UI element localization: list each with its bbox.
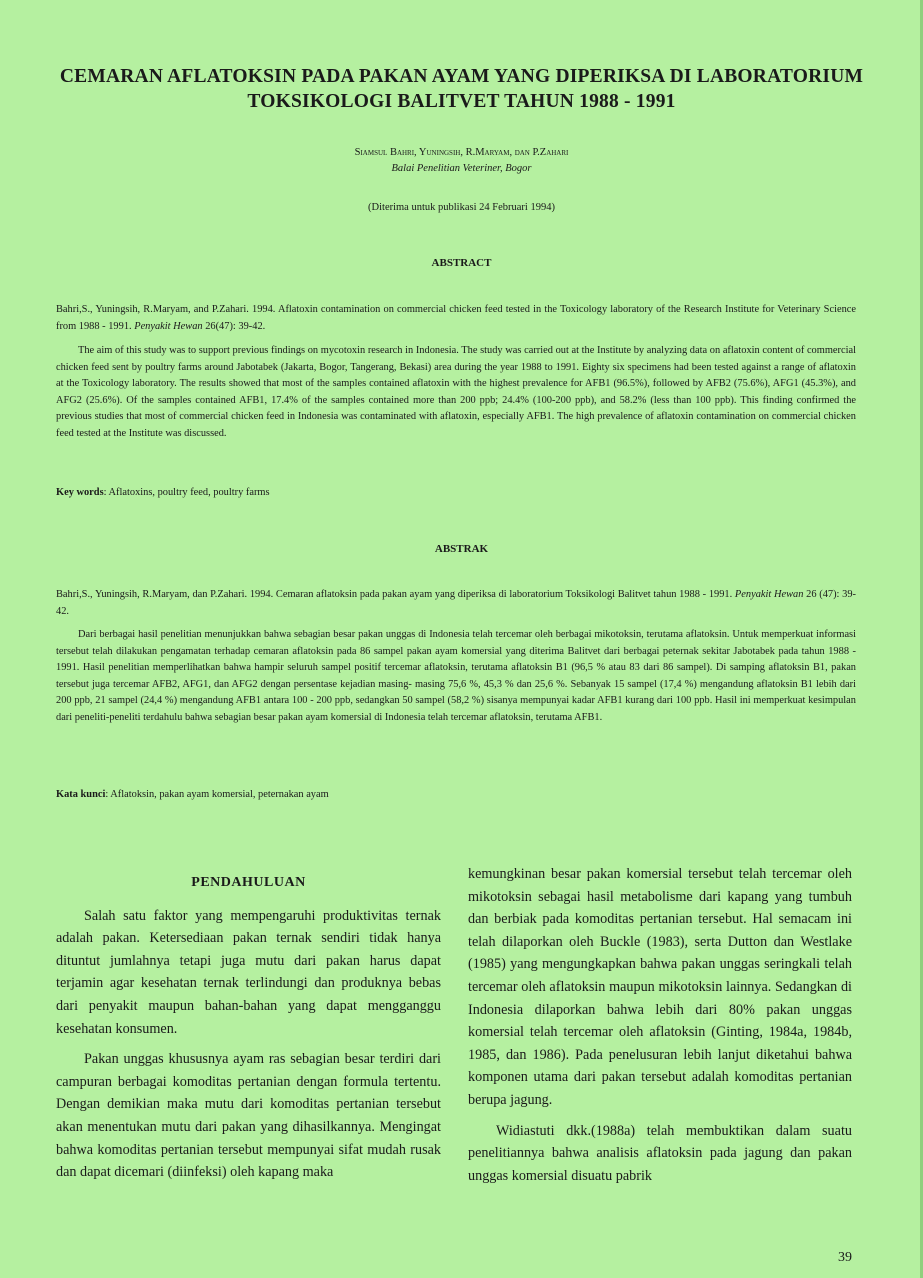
intro-heading: PENDAHULUAN (191, 875, 306, 890)
abstrak-citation (56, 587, 856, 620)
abstract-keywords-label: Key words (56, 487, 104, 498)
abstrak-keywords (56, 787, 856, 804)
abstract-body: The aim of this study was to support previous findings on mycotoxin research in Indonesia. The study was carried out at the Institute by analyzing data on aflatoxin content of commercial chicken feed sent by poultry farms around Jabotabek (Jakarta, Bogor, Tangerang, Bekasi) area during the year 1988 to 1991. Eighty six specimens had been tested against a range of aflatoxin at the Toxicology laboratory. The results showed that most of the samples contained aflatoxin with the highest prevalence for AFB1 (96.5%), followed by AFB2 (75.6%), AFG1 (45.3%), and AFG2 (25.6%). Of the samples contained AFB1, 17.4% of the samples contained more than 200 ppb; 24.4% (100-200 ppb), and 58.2% (less than 100 ppb). This finding confirmed the previous studies that most of commercial chicken feed in Indonesia was contaminated with aflatoxin, especially AFB1. The high prevalence of aflatoxin contamination on commercial chicken feed tested at the Institute was discussed. (56, 345, 856, 439)
abstrak-body: Dari berbagai hasil penelitian menunjukkan bahwa sebagian besar pakan unggas di Indonesia telah tercemar oleh berbagai mikotoksin, terutama aflatoksin. Untuk memperkuat informasi tersebut telah dilakukan pengamatan terhadap cemaran aflatoksin pada 86 sampel pakan ayam komersial yang diterima Balitvet dari berbagai peternak sekitar Jabotabek pada tahun 1988 - 1991. Hasil penelitian memperlihatkan bahwa hampir seluruh sampel positif tercemar aflatoksin, terutama aflatoksin B1 (96,5 % atau 83 dari 86 sampel). Di samping aflatoksin B1, pakan tersebut juga tercemar AFB2, AFG1, dan AFG2 dengan persentase kejadian masing- masing 75,6 %, 45,3 % dan 25,6 %. Sebanyak 15 sampel (17,4 %) mengandung aflatoksin B1 lebih dari 200 ppb, 21 sampel (24,4 %) mengandung AFB1 antara 100 - 200 ppb, sedangkan 50 sampel (58,2 %) sisanya mempunyai kadar AFB1 kurang dari 100 ppb. Hasil ini memperkuat kesimpulan dari peneliti-peneliti terdahulu bahwa sebagian besar pakan ayam komersial di Indonesia telah tercemar aflatoksin, terutama AFB1. (56, 629, 856, 723)
abstract-citation-volume: 26(47): 39-42. (202, 320, 266, 332)
author-list: Siamsul Bahri, Yuningsih, R.Maryam, dan P.Zahari (354, 147, 569, 158)
received-date: (Diterima untuk publikasi 24 Februari 1994) (368, 202, 555, 213)
intro-paragraph-2: Pakan unggas khususnya ayam ras sebagian besar terdiri dari campuran berbagai komoditas pertanian dengan formula tertentu. Dengan demikian maka mutu dari komoditas pertanian tersebut akan menentukan mutu dari pakan yang dihasilkannya. Mengingat bahwa komoditas pertanian tersebut mempunyai sifat mudah rusak dan dapat dicemari (diinfeksi) oleh kapang maka (56, 1051, 441, 1181)
abstrak-keywords-text: : Aflatoksin, pakan ayam komersial, peternakan ayam (105, 789, 329, 800)
abstract-citation (56, 302, 856, 335)
abstract-keywords (56, 485, 856, 502)
intro-paragraph-1: Salah satu faktor yang mempengaruhi produktivitas ternak adalah pakan. Ketersediaan pakan ternak sendiri tidak hanya dituntut jumlahnya tetapi juga mutu dari pakan harus dapat terjamin agar kesehatan ternak terlindungi dan produknya bebas dari penyakit maupun bahan-bahan yang dapat mengganggu kesehatan konsumen. (56, 907, 441, 1037)
abstrak-citation-journal: Penyakit Hewan (734, 589, 804, 600)
abstrak-citation-volume: 26 (47): 39-42. (56, 589, 856, 617)
intro-right-column (468, 863, 852, 1187)
abstract-heading: ABSTRACT (431, 257, 492, 269)
abstract-keywords-text: : Aflatoxins, poultry feed, poultry farms (103, 487, 270, 498)
affiliation: Balai Penelitian Veteriner, Bogor (391, 163, 532, 174)
abstract-citation-journal: Penyakit Hewan (134, 320, 203, 332)
abstract-citation-text: Bahri,S., Yuningsih, R.Maryam, and P.Zahari. 1994. Aflatoxin contamination on commercial chicken feed tested in the Toxicology laboratory of the Research Institute for Veterinary Science from 1988 - 1991. (56, 304, 856, 332)
intro-paragraph-4: Widiastuti dkk.(1988a) telah membuktikan dalam suatu penelitiannya bahwa analisis aflatoksin pada jagung dan pakan unggas komersial disuatu pabrik (468, 1122, 852, 1184)
abstrak-heading: ABSTRAK (434, 543, 489, 555)
paper-title: CEMARAN AFLATOKSIN PADA PAKAN AYAM YANG DIPERIKSA DI LABORATORIUM TOKSIKOLOGI BALITVET TAHUN 1988 - 1991 (59, 66, 864, 112)
abstrak-citation-text: Bahri,S., Yuningsih, R.Maryam, dan P.Zahari. 1994. Cemaran aflatoksin pada pakan ayam yang diperiksa di laboratorium Toksikologi Balitvet tahun 1988 - 1991. (56, 589, 735, 600)
abstrak-keywords-label: Kata kunci (56, 789, 106, 800)
page-number: 39 (838, 1250, 852, 1265)
intro-left-column (56, 872, 441, 1184)
intro-paragraph-3: kemungkinan besar pakan komersial tersebut telah tercemar oleh mikotoksin sebagai hasil metabolisme dari kapang yang tumbuh dan berbiak pada komoditas pertanian tersebut. Hal semacam ini telah dilaporkan oleh Buckle (1983), serta Dutton dan Westlake (1985) yang mengungkapkan bahwa pakan unggas seringkali telah tercemar oleh aflatoksin maupun mikotoksin lainnya. Sedangkan di Indonesia dilaporkan bahwa lebih dari 80% pakan unggas komersial telah tercemar oleh aflatoksin (Ginting, 1984a, 1984b, 1985, dan 1986). Pada penelusuran lebih lanjut diketahui bahwa komponen utama dari pakan tersebut adalah komoditas pertanian berupa jagung. (468, 866, 852, 1108)
